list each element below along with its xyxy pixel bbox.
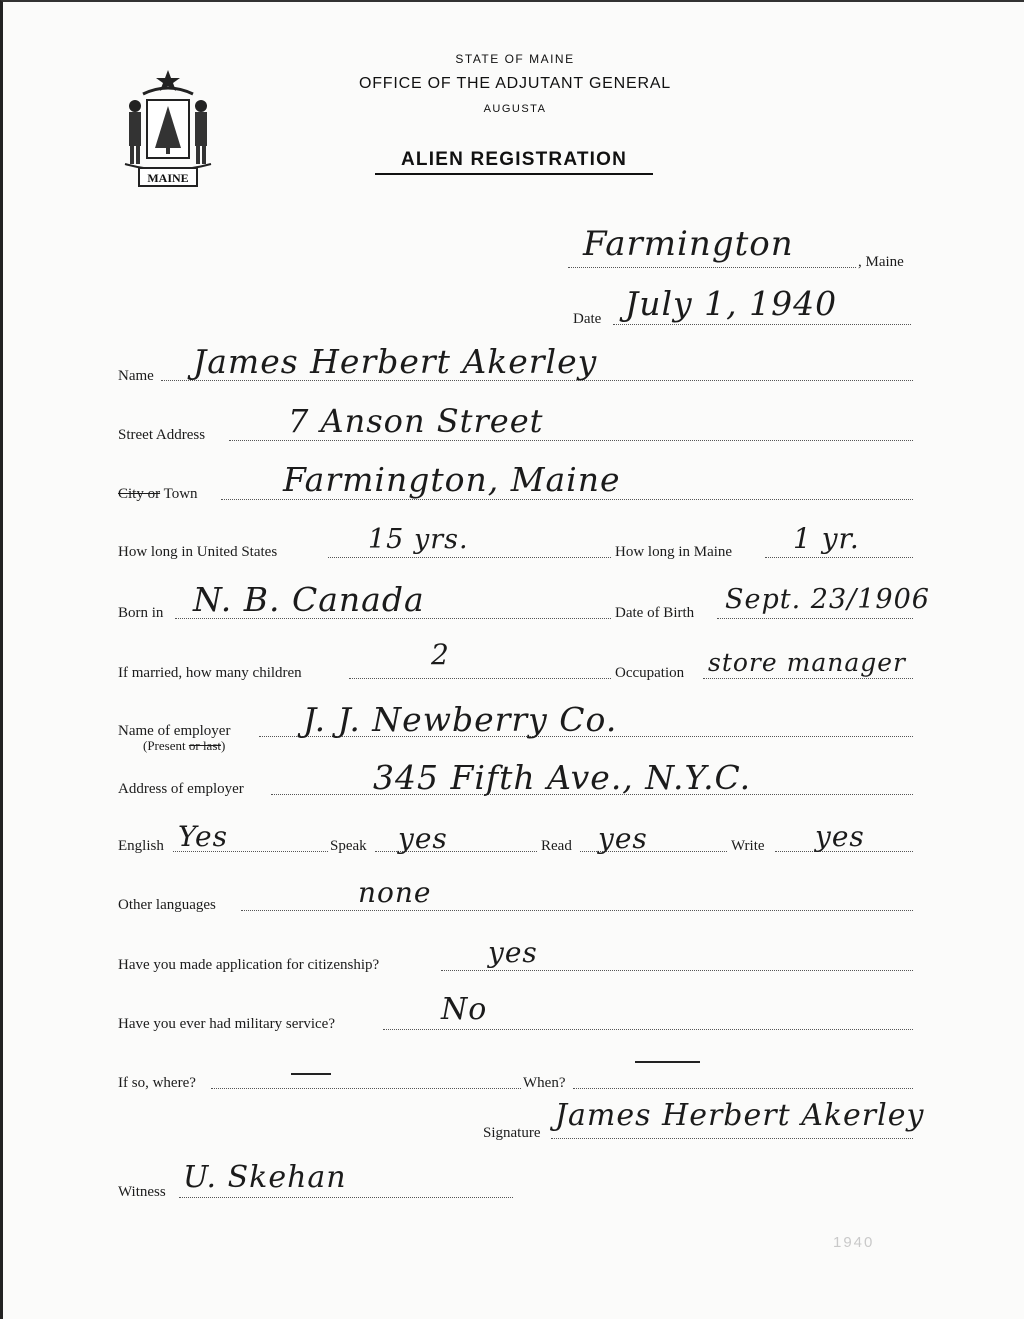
military-value[interactable]: No xyxy=(441,992,488,1027)
other-languages-value[interactable]: none xyxy=(358,876,432,909)
born-label: Born in xyxy=(118,605,164,621)
witness-value[interactable]: U. Skehan xyxy=(183,1160,347,1195)
city-heading: AUGUSTA xyxy=(483,103,547,115)
military-line xyxy=(383,1029,913,1030)
other-languages-label: Other languages xyxy=(118,897,216,913)
town-label-struck: City or xyxy=(118,486,161,502)
children-value[interactable]: 2 xyxy=(431,638,450,671)
us-line xyxy=(328,557,611,558)
speak-label: Speak xyxy=(330,838,367,854)
town-value[interactable]: Farmington, Maine xyxy=(283,460,621,499)
when-dash xyxy=(635,1061,700,1063)
maine-label: How long in Maine xyxy=(615,544,733,560)
write-value[interactable]: yes xyxy=(815,820,865,853)
us-value[interactable]: 15 yrs. xyxy=(368,524,469,555)
employer-label: Name of employer xyxy=(118,723,231,739)
employer-address-label: Address of employer xyxy=(118,781,244,797)
seal-text: MAINE xyxy=(147,171,189,185)
maine-value[interactable]: 1 yr. xyxy=(793,522,860,555)
town-label-text: Town xyxy=(163,486,198,502)
employer-address-value[interactable]: 345 Fifth Ave., N.Y.C. xyxy=(373,758,752,797)
state-heading: STATE OF MAINE xyxy=(455,52,575,66)
military-label: Have you ever had military service? xyxy=(118,1016,335,1032)
read-value[interactable]: yes xyxy=(598,822,648,855)
read-label: Read xyxy=(541,838,572,854)
employer-sublabel-b: ) xyxy=(221,738,226,753)
where-dash xyxy=(291,1073,331,1075)
form-title: ALIEN REGISTRATION xyxy=(375,149,653,175)
children-line xyxy=(349,678,611,679)
street-label: Street Address xyxy=(118,427,206,443)
town-label xyxy=(118,486,198,503)
born-value[interactable]: N. B. Canada xyxy=(193,580,425,619)
when-label: When? xyxy=(523,1075,566,1091)
us-label: How long in United States xyxy=(118,544,278,560)
name-label: Name xyxy=(118,368,154,384)
place-suffix: , Maine xyxy=(858,254,904,270)
dob-line xyxy=(717,618,913,619)
citizenship-value[interactable]: yes xyxy=(488,936,538,969)
occupation-value[interactable]: store manager xyxy=(708,648,906,677)
children-label: If married, how many children xyxy=(118,665,302,681)
place-line xyxy=(568,267,856,268)
employer-sublabel-a: (Present xyxy=(143,738,186,753)
signature-value[interactable]: James Herbert Akerley xyxy=(555,1098,925,1133)
english-label: English xyxy=(118,838,164,854)
name-value[interactable]: James Herbert Akerley xyxy=(193,342,598,381)
employer-sublabel-struck: or last xyxy=(188,738,221,753)
date-value[interactable]: July 1, 1940 xyxy=(625,284,838,323)
dob-value[interactable]: Sept. 23/1906 xyxy=(725,584,930,615)
citizenship-label: Have you made application for citizenship? xyxy=(118,957,380,973)
other-languages-line xyxy=(241,910,913,911)
occupation-line xyxy=(703,678,913,679)
signature-label: Signature xyxy=(483,1125,541,1141)
faint-stamp: 1940 xyxy=(833,1234,875,1251)
place-value[interactable]: Farmington xyxy=(583,224,794,264)
speak-value[interactable]: yes xyxy=(398,822,448,855)
date-line xyxy=(613,324,911,325)
dob-label: Date of Birth xyxy=(615,605,695,621)
citizenship-line xyxy=(441,970,913,971)
street-line xyxy=(229,440,913,441)
occupation-label: Occupation xyxy=(615,665,685,681)
town-line xyxy=(221,499,913,500)
employer-sublabel xyxy=(143,738,225,754)
employer-value[interactable]: J. J. Newberry Co. xyxy=(303,700,618,739)
where-label: If so, where? xyxy=(118,1075,196,1091)
where-line xyxy=(211,1088,521,1089)
english-value[interactable]: Yes xyxy=(178,820,228,853)
witness-line xyxy=(179,1197,513,1198)
maine-line xyxy=(765,557,913,558)
office-heading: OFFICE OF THE ADJUTANT GENERAL xyxy=(358,75,672,92)
signature-line xyxy=(551,1138,913,1139)
date-label: Date xyxy=(573,311,602,327)
witness-label: Witness xyxy=(118,1184,166,1200)
when-line xyxy=(573,1088,913,1089)
street-value[interactable]: 7 Anson Street xyxy=(288,402,544,440)
write-label: Write xyxy=(731,838,765,854)
